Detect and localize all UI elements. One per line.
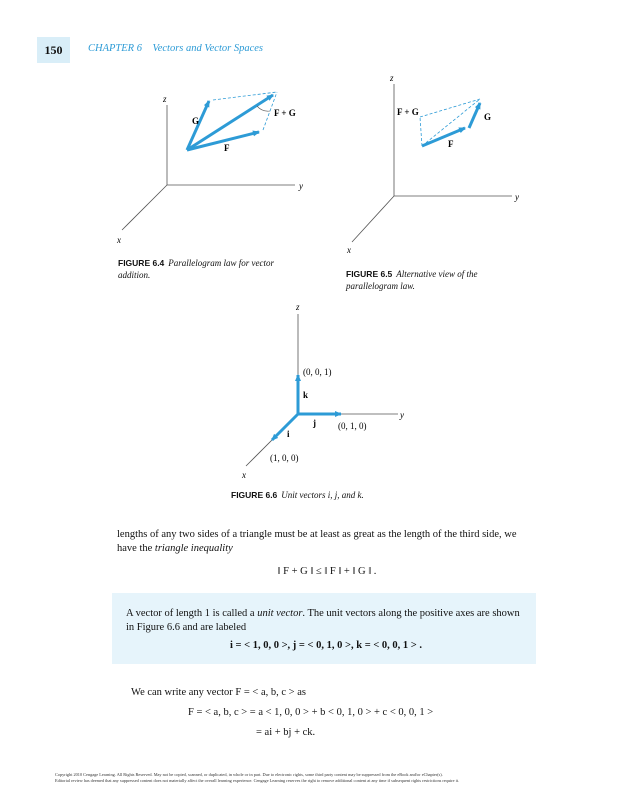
parallelogram-edge-left [420,117,422,146]
f-label: F [448,139,454,149]
x-axis [122,185,167,230]
chapter-title: Vectors and Vector Spaces [152,43,263,54]
point-100-label: (1, 0, 0) [270,453,299,463]
figure-6-4-diagram [110,90,320,250]
definition-text-1: A vector of length 1 is called a [126,608,255,619]
definition-text [126,607,526,635]
point-001-label: (0, 0, 1) [303,367,332,377]
g-label: G [484,112,492,122]
f-plus-g-label: F + G [397,107,419,117]
point-010-label: (0, 1, 0) [338,421,367,431]
unit-vectors-equation: i = < 1, 0, 0 >, j = < 0, 1, 0 >, k = < 0, 0, 1 > . [229,640,423,651]
copyright-line-2: Editorial review has deemed that any suppressed content does not materially affect the overall learning experience. Cengage Learning reserves the right to remove additional content at any time if subsequent rights restrictions require it. [55,778,460,783]
chapter-label: CHAPTER 6 [88,43,142,54]
x-axis [352,196,394,242]
y-label: y [400,410,404,420]
definition-text-2: . The unit vectors along the positive axes are shown in Figure 6.6 and are labeled [126,608,520,633]
z-label: z [163,94,167,104]
f-label: F [224,143,230,153]
copyright-footer [55,772,585,784]
z-label: z [390,73,394,83]
figure-6-5-diagram [340,72,540,262]
label-leader-line [257,106,270,111]
i-label: i [287,429,290,439]
triangle-inequality-term: triangle inequality [154,543,233,554]
paragraph-triangle-text: lengths of any two sides of a triangle must be at least as great as the length of the third side, we have the [117,529,517,554]
y-label: y [515,192,519,202]
z-label: z [296,302,300,312]
figure-6-6-caption [231,489,451,501]
y-label: y [299,181,303,191]
figure-6-4-caption [118,257,308,281]
unit-vector-term: unit vector [257,608,303,619]
vector-f [422,128,465,146]
g-label: G [192,116,200,126]
f-plus-g-label: F + G [274,108,296,118]
copyright-line-1: Copyright 2010 Cengage Learning. All Rights Reserved. May not be copied, scanned, or duplicated, in whole or in part. Due to electronic rights, some third party content may be suppressed from the eBook and/or eChapter(s). [55,772,443,777]
paragraph-any-vector: We can write any vector F = < a, b, c > as [131,687,306,698]
parallelogram-edge-top [420,99,480,117]
figure-6-6-number: FIGURE 6.6 [231,490,278,500]
vector-expansion-line-1: F = < a, b, c > = a < 1, 0, 0 > + b < 0, 1, 0 > + c < 0, 0, 1 > [188,707,434,718]
x-label: x [347,245,351,255]
page-number: 150 [37,37,70,63]
figure-6-4-caption-text: Parallelogram law for vector addition. [118,258,275,280]
triangle-inequality-equation: ‖ F + G ‖ ≤ ‖ F ‖ + ‖ G ‖ . [277,566,377,577]
chapter-heading [88,43,263,54]
j-label: j [313,418,316,428]
paragraph-triangle [117,528,537,556]
figure-6-6-caption-text: Unit vectors i, j, and k. [281,490,364,500]
k-label: k [303,390,309,400]
unit-vector-i [272,414,298,440]
vector-f [187,132,259,150]
x-label: x [242,470,246,480]
x-label: x [117,235,121,245]
figure-6-4-number: FIGURE 6.4 [118,258,165,268]
figure-6-5-caption-text: Alternative view of the parallelogram law. [346,269,478,291]
vector-expansion-line-2: = ai + bj + ck. [256,727,316,738]
figure-6-6-diagram [230,300,420,485]
figure-6-5-caption [346,268,522,292]
figure-6-5-number: FIGURE 6.5 [346,269,393,279]
